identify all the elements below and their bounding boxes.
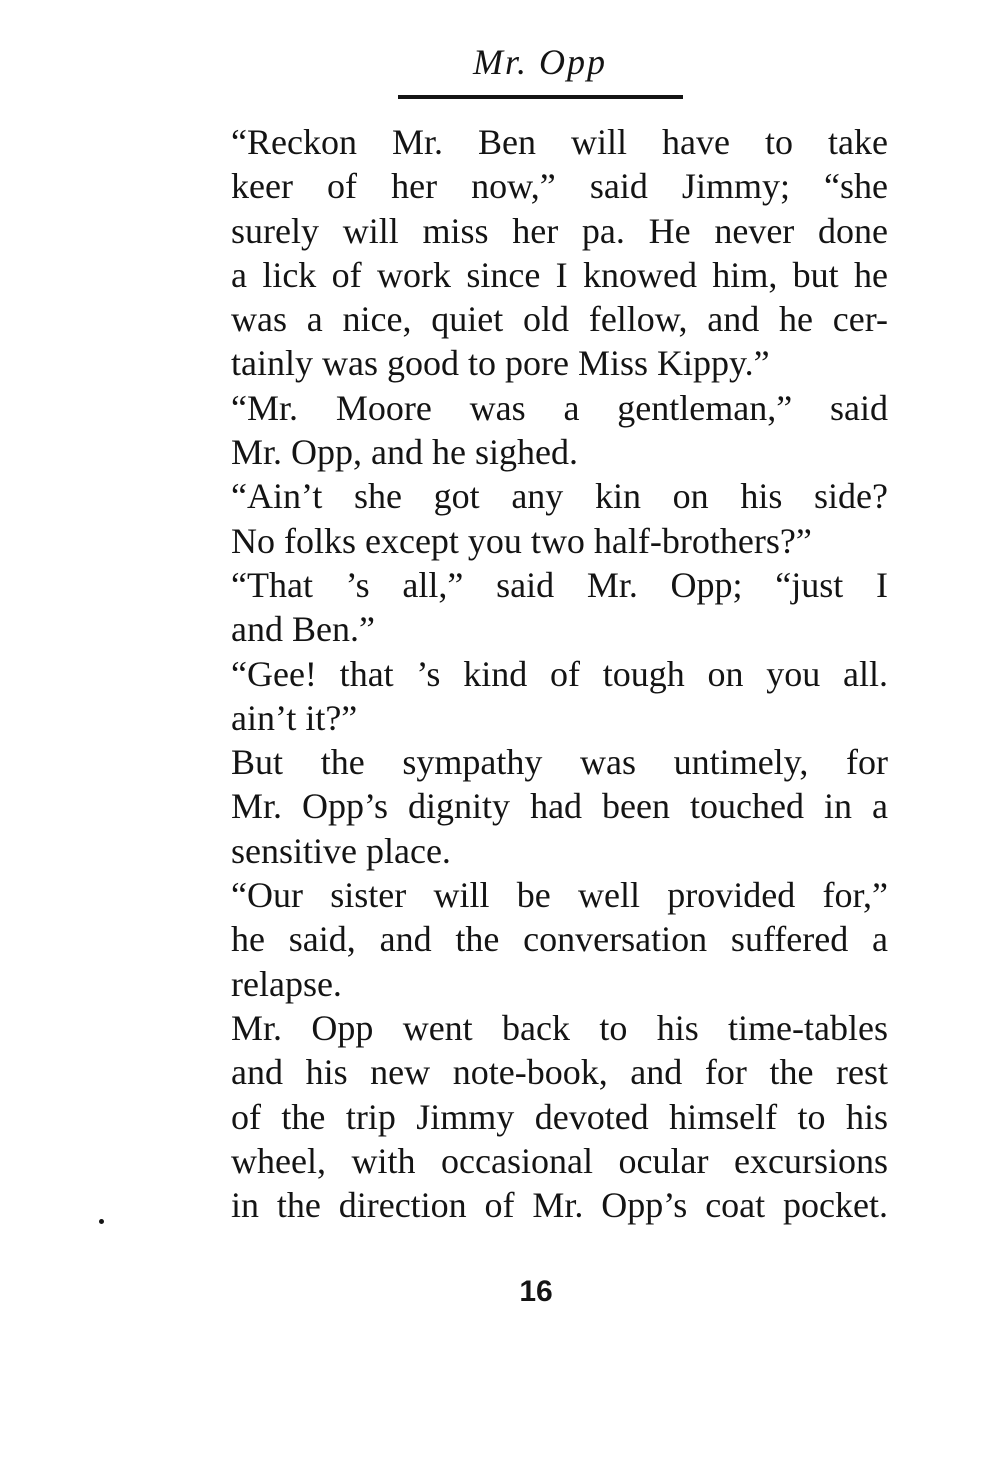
running-head: Mr. Opp <box>472 42 607 82</box>
text-line: Mr. Opp, and he sighed. <box>231 432 578 473</box>
text-line: tainly was good to pore Miss Kippy.” <box>231 343 770 384</box>
paragraph <box>193 386 888 475</box>
text-line: “Ain’t she got any kin on his side? <box>231 476 888 517</box>
ink-speck <box>99 1219 104 1224</box>
paragraph <box>193 873 888 1006</box>
paragraph <box>193 563 888 652</box>
paragraph <box>193 652 888 741</box>
body-text <box>193 120 888 1227</box>
text-line: was a nice, quiet old fellow, and he cer- <box>231 299 888 340</box>
text-line: keer of her now,” said Jimmy; “she <box>231 166 888 207</box>
text-line: in the direction of Mr. Opp’s coat pocket. <box>231 1185 888 1226</box>
paragraph <box>193 474 888 563</box>
text-line: relapse. <box>231 963 342 1004</box>
text-line: a lick of work since I knowed him, but he <box>231 254 888 295</box>
text-line: and his new note-book, and for the rest <box>231 1052 888 1093</box>
text-line: “That ’s all,” said Mr. Opp; “just I <box>231 564 888 605</box>
text-line: Mr. Opp went back to his time-tables <box>231 1007 888 1048</box>
page-number: 16 <box>519 1275 553 1308</box>
paragraph <box>193 1006 888 1227</box>
text-line: No folks except you two half-brothers?” <box>231 520 812 561</box>
text-line: Mr. Opp’s dignity had been touched in a <box>231 786 888 827</box>
text-line: sensitive place. <box>231 830 451 871</box>
text-line: But the sympathy was untimely, for <box>231 742 888 783</box>
text-line: “Reckon Mr. Ben will have to take <box>231 122 888 162</box>
text-line: and Ben.” <box>231 609 375 650</box>
text-line: “Mr. Moore was a gentleman,” said <box>231 387 888 428</box>
header-rule <box>398 95 683 99</box>
text-line: ain’t it?” <box>231 697 358 738</box>
paragraph <box>193 120 888 386</box>
text-line: he said, and the conversation suffered a <box>231 919 888 960</box>
text-line: surely will miss her pa. He never done <box>231 210 888 251</box>
paragraph <box>193 740 888 873</box>
text-line: wheel, with occasional ocular excursions <box>231 1140 888 1181</box>
text-line: of the trip Jimmy devoted himself to his <box>231 1096 888 1137</box>
text-line: “Gee! that ’s kind of tough on you all. <box>231 653 888 694</box>
text-line: “Our sister will be well provided for,” <box>231 875 888 916</box>
